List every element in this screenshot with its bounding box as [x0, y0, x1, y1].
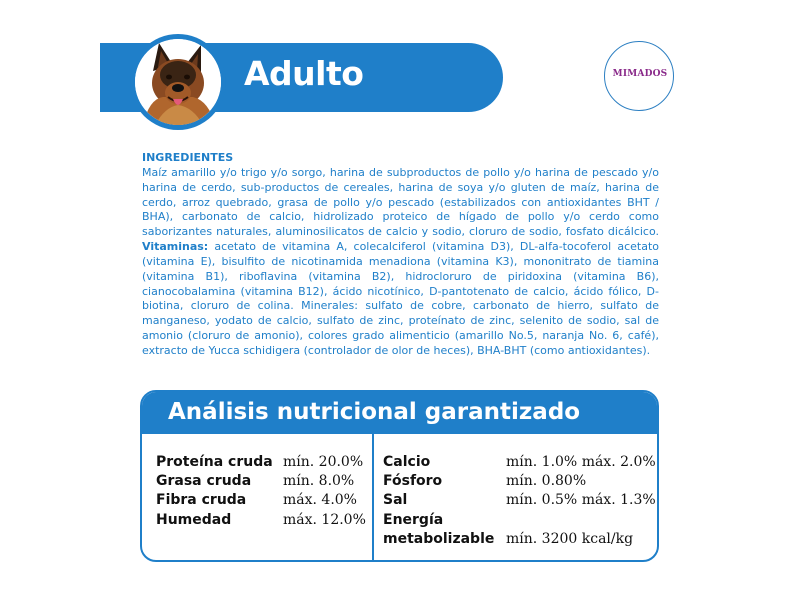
nutrient-value: mín. 20.0%: [283, 454, 364, 470]
ingredients-text: Maíz amarillo y/o trigo y/o sorgo, harina de subproductos de pollo y/o harina de pescado y/o harina de cerdo, sub-productos de cereales, harina de soya y/o gluten de maíz, harina de cerdo, arroz quebrado, grasa de pollo y/o pescado (estabilizados con antioxidantes BHT / BHA), carbonato de calcio, hidrolizado proteico de hígado de pollo y/o cerdo como saborizantes naturales, aluminosilicatos de calcio y sodio, cloruro de sodio, fosfato dicálcico.: [142, 165, 659, 239]
nutrient-value: mín. 0.80%: [506, 473, 587, 489]
nutrient-value: mín. 1.0% máx. 2.0%: [506, 454, 656, 470]
ingredients-section: [142, 151, 659, 359]
nutrient-value: mín. 3200 kcal/kg: [506, 531, 634, 547]
ingredients-heading: INGREDIENTES: [142, 151, 234, 164]
nutrient-value: máx. 4.0%: [283, 492, 357, 508]
nutrient-value: máx. 12.0%: [283, 512, 366, 528]
nutrient-label-continued: metabolizable: [383, 531, 495, 547]
nutrient-label: Fósforo: [383, 473, 443, 489]
nutrition-panel: [140, 390, 659, 562]
nutrient-label: Fibra cruda: [156, 492, 247, 508]
nutrient-label: Humedad: [156, 512, 232, 528]
nutrient-value: mín. 0.5% máx. 1.3%: [506, 492, 656, 508]
nutrient-label: Grasa cruda: [156, 473, 252, 489]
brand-name: MIMADOS: [612, 69, 668, 79]
nutrition-title: Análisis nutricional garantizado: [168, 399, 581, 425]
german-shepherd-illustration: [135, 39, 221, 125]
nutrient-value: mín. 8.0%: [283, 473, 355, 489]
ingredients-text-continued: acetato de vitamina A, colecalciferol (vitamina D3), DL-alfa-tocoferol acetato (vitamina E), bisulfito de nicotinamida menadiona (vitamina K3), mononitrato de tiamina (vitamina B1), riboflavina (vitamina B2), hidrocloruro de piridoxina (vitamina B6), cianocobalamina (vitamina B12), ácido nicotínico, D-pantotenato de calcio, ácido fólico, D-biotina, cloruro de colina. Minerales: sulfato de cobre, carbonato de hierro, sulfato de manganeso, yodato de calcio, sulfato de zinc, proteínato de zinc, selenito de sodio, sal de amonio (cloruro de amonio), colores grado alimenticio (amarillo No.5, naranja No. 6, café), extracto de Yucca schidigera (controlador de olor de heces), BHA-BHT (como antioxidantes).: [142, 240, 659, 357]
nutrient-label: Calcio: [383, 454, 431, 470]
nutrient-label: Energía: [383, 512, 444, 528]
nutrient-label: Proteína cruda: [156, 454, 273, 470]
nutrition-divider: [372, 434, 374, 562]
nutrient-label: Sal: [383, 492, 408, 508]
page-title: Adulto: [244, 54, 364, 93]
brand-logo-text: [612, 69, 668, 79]
vitamins-label: Vitaminas:: [142, 240, 209, 254]
dog-photo: [135, 39, 221, 125]
